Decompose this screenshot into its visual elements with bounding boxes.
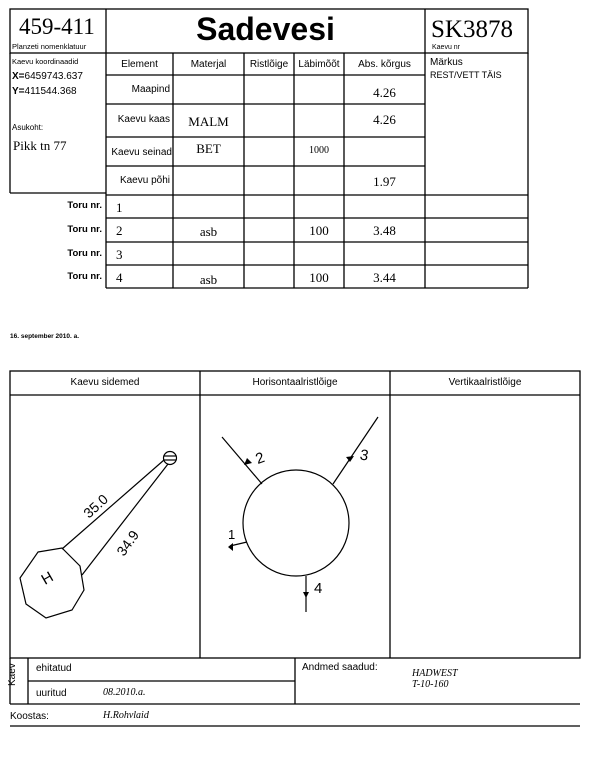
pipe-height: 3.44 [373,270,396,285]
pipe-material: asb [199,272,218,287]
data-source-label: Andmed saadud: [302,662,378,673]
row-height-value: 4.26 [373,85,396,100]
data-source-value: HADWEST [412,668,458,679]
row-element-label: Kaevu kaas [117,114,170,125]
col-header-section: Ristlõige [249,59,289,70]
well-id: SK3878 [431,16,513,43]
pipe-label: Toru nr. [67,200,102,211]
row-element-label: Kaevu seinad [111,147,172,158]
nomenclature-value: 459-411 [19,14,95,39]
surveyed-label: uuritud [36,688,67,699]
pipe-3-line [333,417,378,484]
kaev-vertical-label: Kaev [7,663,18,686]
data-source-ref: T-10-160 [412,679,449,690]
location-value: Pikk tn 77 [13,138,67,153]
location-label: Asukoht: [12,123,44,132]
remarks-label: Märkus [430,57,463,68]
pipe-material: asb [199,224,218,239]
pipe-diameter: 100 [309,223,329,238]
document-date: 16. september 2010. a. [10,333,80,340]
coordinates-label: Kaevu koordinaadid [12,57,79,66]
col-header-material: Materjal [190,59,227,70]
row-material-value: BET [196,141,221,156]
pipe-number: 3 [116,247,123,262]
compiled-label: Koostas: [10,711,49,722]
row-element-label: Kaevu põhi [119,175,170,186]
surveyed-value: 08.2010.a. [103,687,146,698]
manhole-plan-circle [243,470,349,576]
col-header-height: Abs. kõrgus [358,59,411,70]
pipe-sketch-label-1: 1 [228,527,236,542]
pipe-label: Toru nr. [67,248,102,259]
row-element-label: Maapind [131,84,170,95]
well-no-label: Kaevu nr [432,44,461,51]
pipe-number: 2 [116,223,123,238]
pipe-label: Toru nr. [67,224,102,235]
row-diameter-value: 1000 [309,145,329,156]
section-vertical-title: Vertikaalristlõige [448,377,522,388]
pipe-sketch-label-4: 4 [314,580,323,597]
pipe-number: 4 [116,270,123,285]
col-header-element: Element [121,59,158,70]
y-coordinate: Y=411544.368 [12,86,77,97]
section-connections-title: Kaevu sidemed [70,377,140,388]
row-height-value: 4.26 [373,112,396,127]
pipe-height: 3.48 [373,223,396,238]
built-label: ehitatud [36,663,72,674]
row-material-value: MALM [188,114,229,129]
col-header-diameter: Läbimõõt [298,59,340,70]
x-coordinate: X=6459743.637 [12,71,83,82]
remarks-value: REST/VETT TÄIS [430,70,502,80]
page-title: Sadevesi [196,11,335,47]
pipe-sketch-label-2: 2 [253,449,267,468]
compiled-value: H.Rohvlaid [103,710,149,721]
distance-label-upper: 35.0 [80,490,112,522]
pipe-diameter: 100 [309,270,329,285]
nomenclature-label: Planzeti nomenklatuur [12,42,87,51]
house-mark: H [38,568,57,589]
distance-label-lower: 34.9 [113,527,142,559]
section-horizontal-title: Horisontaalristlõige [252,377,338,388]
pipe-label: Toru nr. [67,271,102,282]
pipe-sketch-label-3: 3 [358,446,370,465]
pipe-number: 1 [116,200,123,215]
row-height-value: 1.97 [373,174,396,189]
manhole-symbol [164,452,177,465]
